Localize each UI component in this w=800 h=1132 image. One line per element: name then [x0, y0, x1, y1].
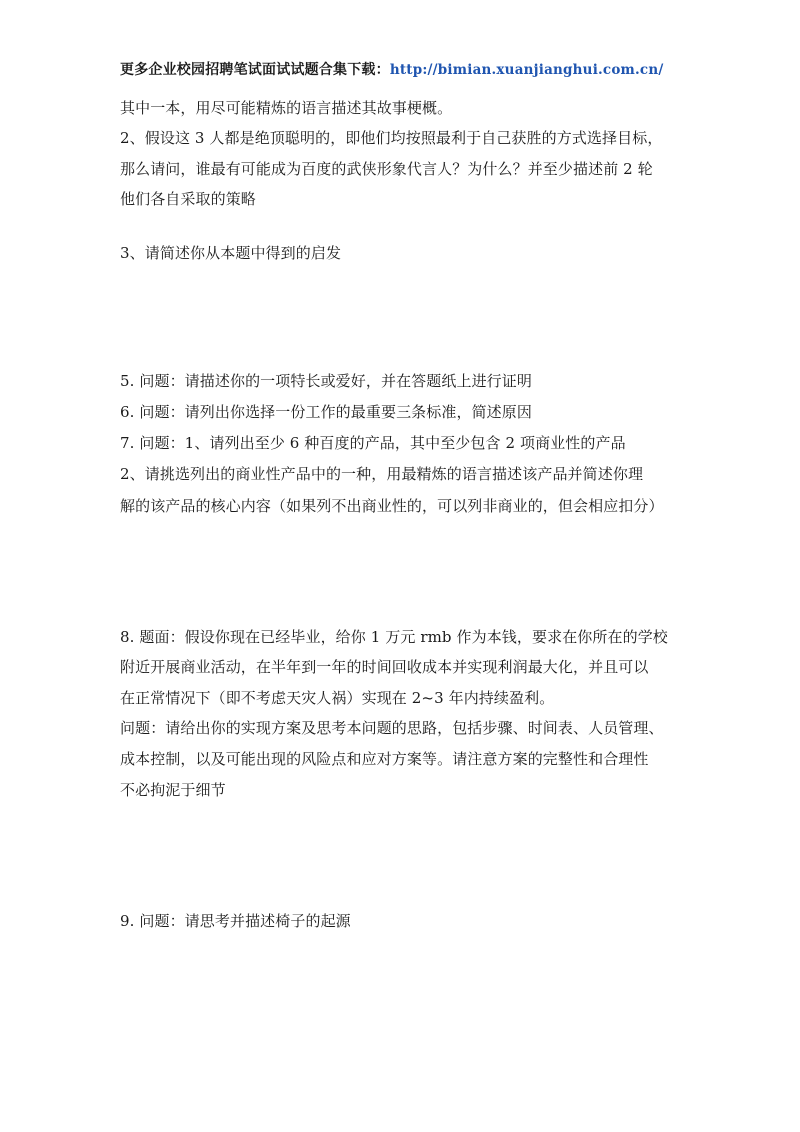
text-line: 不必拘泥于细节 [120, 781, 226, 799]
download-link[interactable]: http://bimian.xuanjianghui.com.cn/ [389, 62, 664, 78]
text-line: 他们各自采取的策略 [120, 190, 256, 208]
text-line: 3、请简述你从本题中得到的启发 [120, 244, 342, 262]
page-header [120, 59, 664, 79]
text-line: 5. 问题：请描述你的一项特长或爱好，并在答题纸上进行证明 [120, 372, 532, 390]
text-line: 2、请挑选列出的商业性产品中的一种，用最精炼的语言描述该产品并简述你理 [120, 465, 644, 483]
text-line: 在正常情况下（即不考虑天灾人祸）实现在 2~3 年内持续盈利。 [120, 689, 555, 707]
text-line: 解的该产品的核心内容（如果列不出商业性的，可以列非商业的，但会相应扣分） [120, 497, 664, 515]
text-line: 问题：请给出你的实现方案及思考本问题的思路，包括步骤、时间表、人员管理、 [120, 719, 664, 737]
text-line: 其中一本，用尽可能精炼的语言描述其故事梗概。 [120, 99, 453, 117]
text-line: 6. 问题：请列出你选择一份工作的最重要三条标准，简述原因 [120, 403, 532, 421]
text-line: 成本控制，以及可能出现的风险点和应对方案等。请注意方案的完整性和合理性 [120, 750, 649, 768]
text-line: 附近开展商业活动，在半年到一年的时间回收成本并实现利润最大化，并且可以 [120, 658, 649, 676]
text-line: 2、假设这 3 人都是绝顶聪明的，即他们均按照最利于自己获胜的方式选择目标， [120, 129, 663, 147]
text-line: 那么请问，谁最有可能成为百度的武侠形象代言人？为什么？并至少描述前 2 轮 [120, 160, 653, 178]
text-line: 7. 问题：1、请列出至少 6 种百度的产品，其中至少包含 2 项商业性的产品 [120, 434, 626, 452]
text-line: 8. 题面：假设你现在已经毕业，给你 1 万元 rmb 作为本钱，要求在你所在的学校 [120, 628, 668, 646]
text-line: 9. 问题：请思考并描述椅子的起源 [120, 912, 351, 930]
header-text: 更多企业校园招聘笔试面试试题合集下载： [120, 62, 390, 78]
